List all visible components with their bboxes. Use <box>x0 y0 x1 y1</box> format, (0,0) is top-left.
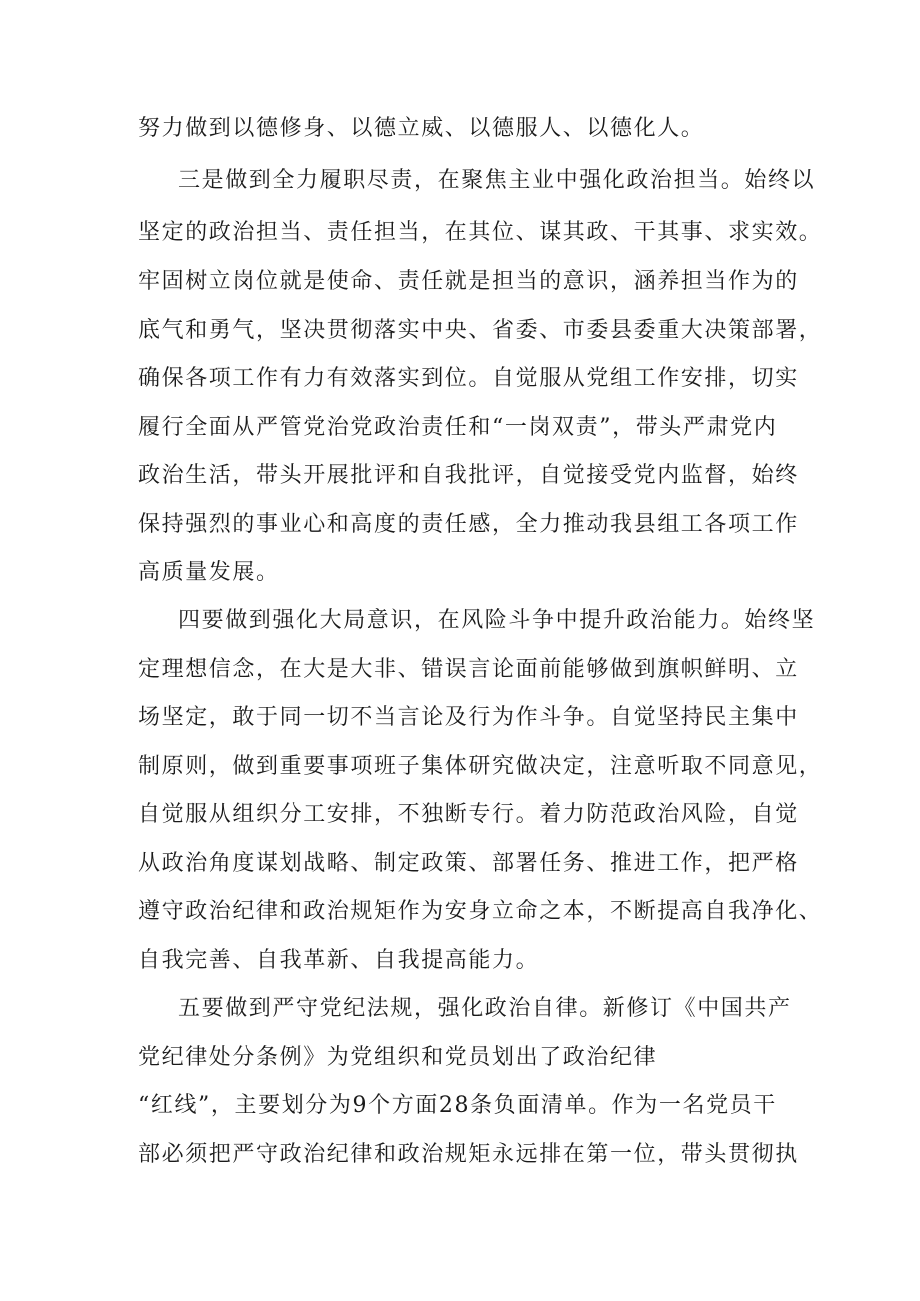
text-line: 遵守政治纪律和政治规矩作为安身立命之本，不断提高自我净化、 <box>138 899 823 924</box>
text-line: 定理想信念，在大是大非、错误言论面前能够做到旗帜鲜明、立 <box>138 657 799 682</box>
text-line: 高质量发展。 <box>138 560 280 585</box>
text-line: 底气和勇气，坚决贯彻落实中央、省委、市委县委重大决策部署， <box>138 318 823 343</box>
text-line: 履行全面从严管党治党政治责任和“一岗双责”，带头严肃党内 <box>138 415 778 440</box>
paragraph-start-line: 四要做到强化大局意识，在风险斗争中提升政治能力。始终坚 <box>178 608 816 633</box>
text-line: 努力做到以德修身、以德立威、以德服人、以德化人。 <box>138 116 705 141</box>
text-line: 坚定的政治担当、责任担当，在其位、谋其政、干其事、求实效。 <box>138 220 823 245</box>
text-line: 保持强烈的事业心和高度的责任感，全力推动我县组工各项工作 <box>138 512 799 537</box>
paragraph-start-line: 三是做到全力履职尽责，在聚焦主业中强化政治担当。始终以 <box>178 168 816 193</box>
text-line: 制原则，做到重要事项班子集体研究做决定，注意听取不同意见， <box>138 754 823 779</box>
text-line: 从政治角度谋划战略、制定政策、部署任务、推进工作，把严格 <box>138 851 799 876</box>
text-line: 自觉服从组织分工安排，不独断专行。着力防范政治风险，自觉 <box>138 802 799 827</box>
text-line: 场坚定，敢于同一切不当言论及行为作斗争。自觉坚持民主集中 <box>138 705 799 730</box>
text-line: 政治生活，带头开展批评和自我批评，自觉接受党内监督，始终 <box>138 463 799 488</box>
text-line: “红线”，主要划分为9个方面28条负面清单。作为一名党员干 <box>138 1093 777 1118</box>
text-line: 牢固树立岗位就是使命、责任就是担当的意识，涵养担当作为的 <box>138 269 799 294</box>
text-line: 自我完善、自我革新、自我提高能力。 <box>138 948 540 973</box>
paragraph-start-line: 五要做到严守党纪法规，强化政治自律。新修订《中国共产 <box>178 996 792 1021</box>
text-line: 部必须把严守政治纪律和政治规矩永远排在第一位，带头贯彻执 <box>138 1142 799 1167</box>
text-line: 确保各项工作有力有效落实到位。自觉服从党组工作安排，切实 <box>138 366 799 391</box>
text-line: 党纪律处分条例》为党组织和党员划出了政治纪律 <box>138 1045 658 1070</box>
